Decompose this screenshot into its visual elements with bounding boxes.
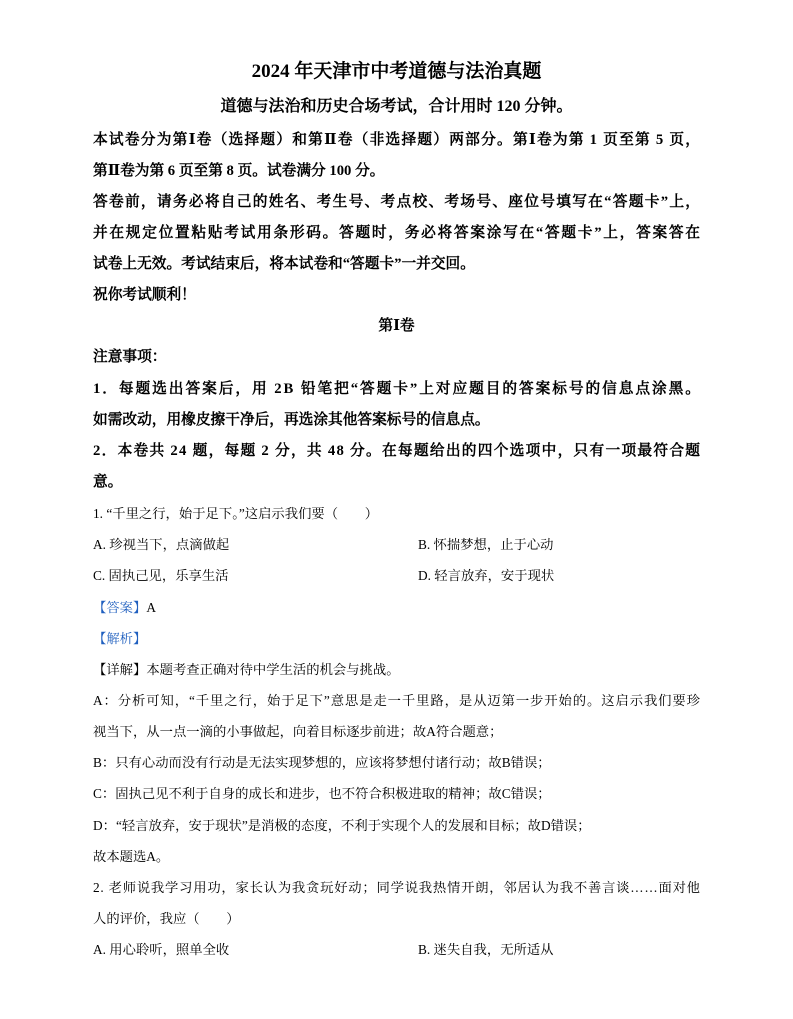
note-line: 2．本卷共 24 题，每题 2 分，共 48 分。在每题给出的四个选项中，只有一项最符合题 [93,442,702,459]
paper-info-line: 第Ⅱ卷为第 6 页至第 8 页。试卷满分 100 分。 [93,162,385,179]
answer-line [93,592,700,623]
option-b: B. 迷失自我，无所适从 [418,942,554,958]
part-one-heading: 第Ⅰ卷 [378,318,415,335]
question-1 [93,498,700,872]
conclusion-line: 故本题选A。 [93,848,170,864]
question-2 [93,872,700,965]
option-a: A. 用心聆听，照单全收 [93,942,230,958]
answer-label: 【答案】 [93,599,147,615]
answering-rules-line: 并在规定位置粘贴考试用条形码。答题时，务必将答案涂写在“答题卡”上，答案答在 [93,224,702,241]
analysis-line [93,623,700,654]
detail-label: 【详解】 [93,661,147,677]
document-body [93,125,700,966]
options-row [93,560,700,591]
analysis-label: 【解析】 [93,630,147,646]
options-row [93,934,700,965]
note-1 [93,374,700,436]
note-line: 意。 [93,474,123,491]
exam-subtitle: 道德与法治和历史合场考试，合计用时 120 分钟。 [220,98,573,115]
option-d: D. 轻言放弃，安于现状 [418,568,555,584]
question-stem: 2. 老师说我学习用功，家长认为我贪玩好动；同学说我热情开朗，邻居认为我不善言谈……面对他 [93,879,701,895]
answer-value: A [146,599,156,615]
note-line: 如需改动，用橡皮擦干净后，再选涂其他答案标号的信息点。 [93,411,490,428]
question-stem: 1. “千里之行，始于足下。”这启示我们要（ ） [93,506,379,522]
note-2 [93,436,700,498]
answering-rules-paragraph [93,187,700,280]
explanation-a-line: A：分析可知，“千里之行，始于足下”意思是走一千里路，是从迈第一步开始的。这启示我们要珍 [93,693,701,709]
explanation-b-line: B：只有心动而没有行动是无法实现梦想的，应该将梦想付诸行动；故B错误； [93,755,551,771]
option-b: B. 怀揣梦想，止于心动 [418,537,554,553]
detail-text: 本题考查正确对待中学生活的机会与挑战。 [146,661,400,677]
good-luck-text: 祝你考试顺利！ [93,287,196,304]
notes-heading: 注意事项： [93,349,167,366]
paper-info-line: 本试卷分为第Ⅰ卷（选择题）和第Ⅱ卷（非选择题）两部分。第Ⅰ卷为第 1 页至第 5 页， [93,131,702,148]
question-stem: 人的评价，我应（ ） [93,911,240,927]
option-c: C. 固执己见，乐享生活 [93,568,229,584]
paper-info-paragraph [93,125,700,187]
detail-line [93,654,700,685]
answering-rules-line: 试卷上无效。考试结束后，将本试卷和“答题卡”一并交回。 [93,256,475,273]
explanation-c-line: C：固执己见不利于自身的成长和进步，也不符合积极进取的精神；故C错误； [93,786,551,802]
note-line: 1．每题选出答案后，用 2B 铅笔把“答题卡”上对应题目的答案标号的信息点涂黑。 [93,380,702,397]
exam-title: 2024 年天津市中考道德与法治真题 [251,61,542,82]
options-row [93,529,700,560]
explanation-d-line: D：“轻言放弃，安于现状”是消极的态度，不利于实现个人的发展和目标；故D错误； [93,817,591,833]
explanation-a-line: 视当下，从一点一滴的小事做起，向着目标逐步前进；故A符合题意； [93,724,503,740]
option-a: A. 珍视当下，点滴做起 [93,537,230,553]
answering-rules-line: 答卷前，请务必将自己的姓名、考生号、考点校、考场号、座位号填写在“答题卡”上， [93,193,702,210]
